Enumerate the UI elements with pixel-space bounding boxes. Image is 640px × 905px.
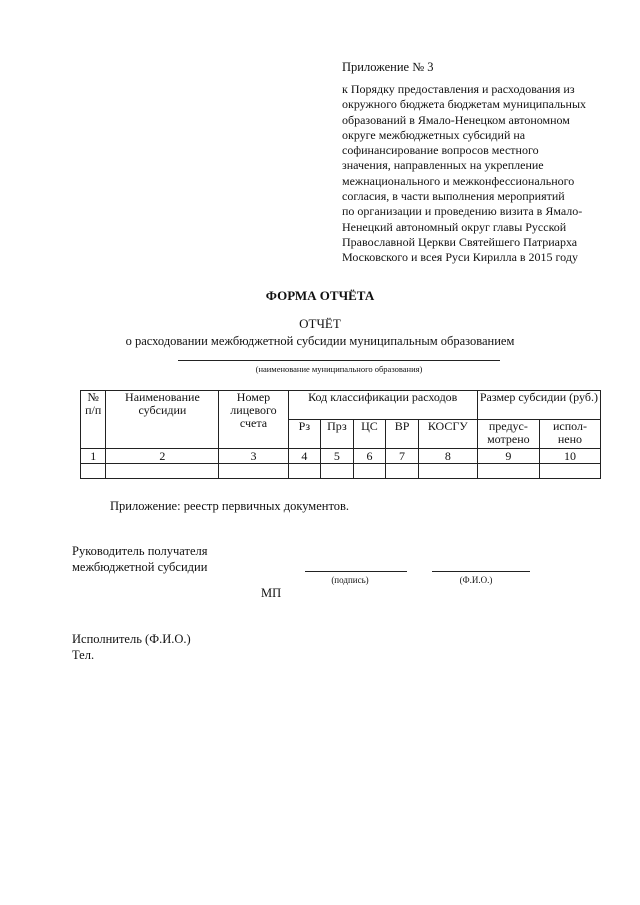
- header-executed: испол-нено: [539, 420, 600, 449]
- table-row: [81, 449, 601, 464]
- column-number: 4: [288, 449, 321, 464]
- table-cell: [477, 464, 539, 479]
- stamp-place: МП: [261, 586, 282, 600]
- appendix-line: Православной Церкви Святейшего Патриарха: [342, 234, 578, 249]
- recipient-head-line: Руководитель получателя: [72, 544, 208, 558]
- table-cell: [386, 464, 419, 479]
- appendix-line: значения, направленных на укрепление: [342, 158, 544, 173]
- table-header-row: [81, 391, 601, 420]
- appendix-line: согласия, в части выполнения мероприятий: [342, 189, 565, 204]
- header-num: № п/п: [81, 391, 106, 449]
- appendix-line: образований в Ямало-Ненецком автономном: [342, 112, 570, 127]
- column-number: 1: [81, 449, 106, 464]
- appendix-line: Ненецкий автономный округ главы Русской: [342, 219, 567, 234]
- appendix-line: по организации и проведению визита в Ямало-: [342, 204, 583, 219]
- table-cell: [539, 464, 600, 479]
- report-title: ОТЧЁТ: [299, 316, 341, 331]
- appendix-text: [342, 82, 612, 266]
- column-number: 6: [353, 449, 386, 464]
- fio-line: [432, 571, 530, 572]
- recipient-head-line: межбюджетной субсидии: [72, 560, 208, 574]
- municipality-name-caption: (наименование муниципального образования): [255, 364, 423, 374]
- header-kosgu: КОСГУ: [418, 420, 477, 449]
- appendix-line: Московского и всея Руси Кирилла в 2015 году: [342, 250, 578, 265]
- header-subsidy-size: Размер субсидии (руб.): [477, 391, 600, 420]
- report-subtitle: о расходовании межбюджетной субсидии муниципальным образованием: [125, 334, 515, 348]
- appendix-line: софинансирование вопросов местного: [342, 143, 539, 158]
- table-cell: [106, 464, 219, 479]
- header-cs: ЦС: [353, 420, 386, 449]
- header-account-number: Номер лицевого счета: [219, 391, 288, 449]
- column-number: 10: [539, 449, 600, 464]
- table-cell: [219, 464, 288, 479]
- header-planned: предус-мотрено: [477, 420, 539, 449]
- header-vr: ВР: [386, 420, 419, 449]
- appendix-title: Приложение № 3: [342, 60, 434, 74]
- table-cell: [81, 464, 106, 479]
- appendix-line: округе межбюджетных субсидий на: [342, 127, 526, 142]
- executor-label: Исполнитель (Ф.И.О.): [72, 632, 191, 646]
- signature-line: [305, 571, 407, 572]
- column-number: 8: [418, 449, 477, 464]
- column-number: 9: [477, 449, 539, 464]
- signature-caption: (подпись): [331, 575, 369, 585]
- executor-block: [72, 631, 191, 663]
- column-number: 3: [219, 449, 288, 464]
- appendix-line: межнационального и межконфессионального: [342, 173, 575, 188]
- column-number: 7: [386, 449, 419, 464]
- appendix-line: к Порядку предоставления и расходования из: [342, 82, 575, 96]
- table-row: [81, 464, 601, 479]
- form-heading: ФОРМА ОТЧЁТА: [265, 288, 375, 303]
- table-cell: [418, 464, 477, 479]
- column-number: 5: [321, 449, 354, 464]
- header-rz: Рз: [288, 420, 321, 449]
- executor-phone: Тел.: [72, 648, 95, 662]
- header-classification-code: Код классификации расходов: [288, 391, 477, 420]
- fio-caption: (Ф.И.О.): [459, 575, 493, 585]
- column-number: 2: [106, 449, 219, 464]
- table-cell: [353, 464, 386, 479]
- header-prz: Прз: [321, 420, 354, 449]
- table-cell: [288, 464, 321, 479]
- appendix-line: окружного бюджета бюджетам муниципальных: [342, 97, 587, 112]
- header-subsidy-name: Наименование субсидии: [106, 391, 219, 449]
- table-cell: [321, 464, 354, 479]
- municipality-name-line: [178, 360, 500, 361]
- report-table: [80, 390, 601, 479]
- recipient-head-label: [72, 543, 208, 575]
- attachment-note: Приложение: реестр первичных документов.: [110, 499, 350, 513]
